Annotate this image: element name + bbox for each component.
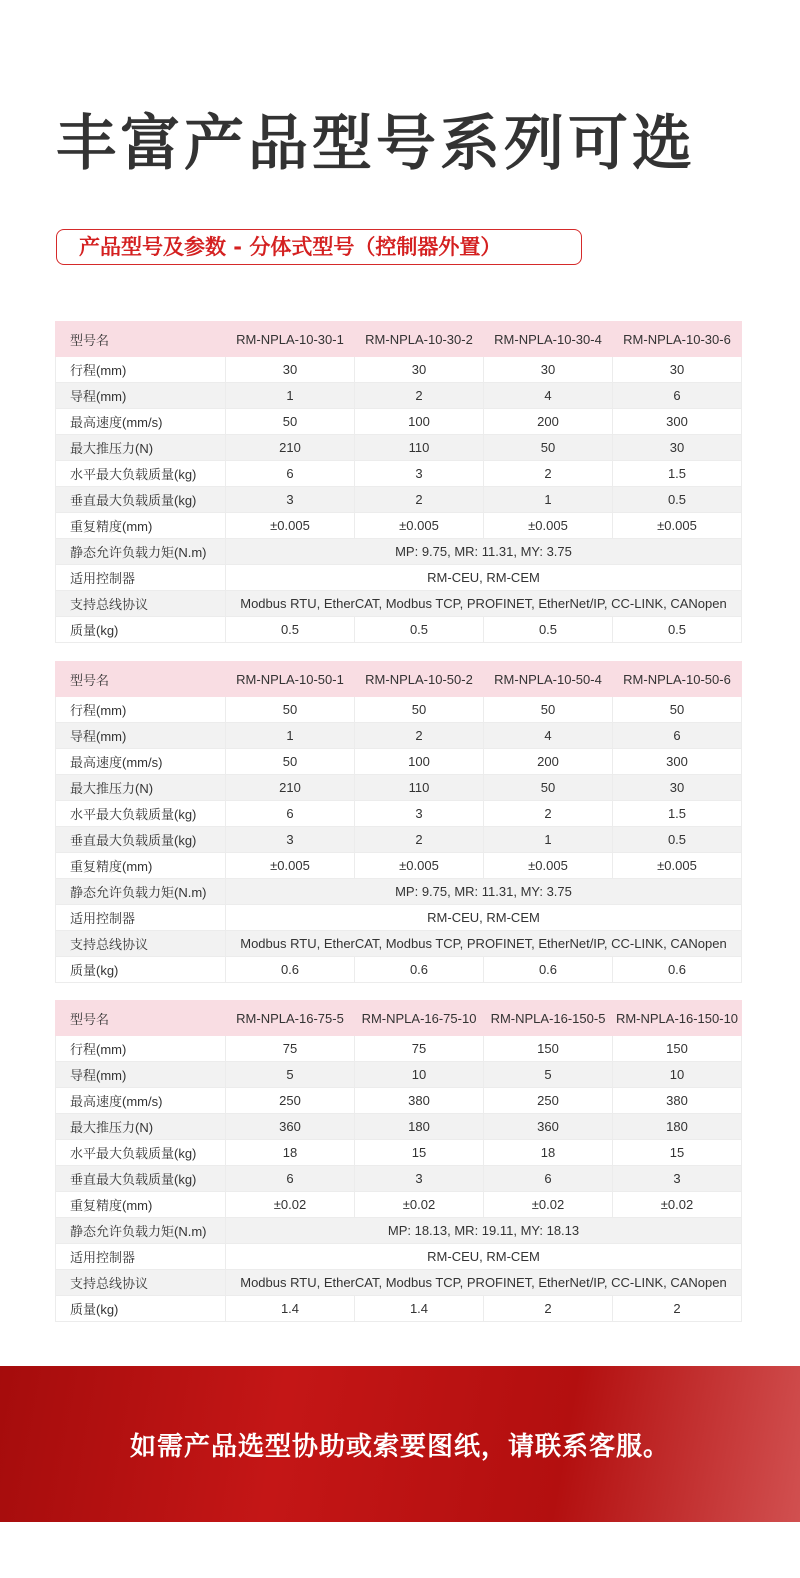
value-cell: 2 (355, 827, 484, 853)
value-cell: 200 (484, 749, 613, 775)
row-label-cell: 支持总线协议 (56, 1270, 226, 1296)
row-label-cell: 行程(mm) (56, 697, 226, 723)
row-label-cell: 导程(mm) (56, 383, 226, 409)
row-label-cell: 行程(mm) (56, 1036, 226, 1062)
value-cell: 360 (226, 1114, 355, 1140)
value-cell: 4 (484, 383, 613, 409)
merged-value-cell: MP: 18.13, MR: 19.11, MY: 18.13 (226, 1218, 742, 1244)
row-label-cell: 最高速度(mm/s) (56, 749, 226, 775)
spec-table-2 (55, 661, 742, 983)
value-cell: 2 (484, 1296, 613, 1322)
value-cell: 6 (613, 723, 742, 749)
table-row (56, 697, 742, 723)
row-label-cell: 适用控制器 (56, 565, 226, 591)
header-label-cell: 型号名 (56, 662, 226, 697)
spec-table-1 (55, 321, 742, 643)
value-cell: ±0.005 (355, 513, 484, 539)
value-cell: ±0.02 (226, 1192, 355, 1218)
value-cell: 1.5 (613, 461, 742, 487)
model-name-cell: RM-NPLA-10-50-1 (226, 662, 355, 697)
row-label-cell: 适用控制器 (56, 1244, 226, 1270)
row-label-cell: 支持总线协议 (56, 591, 226, 617)
value-cell: 3 (355, 1166, 484, 1192)
value-cell: 50 (484, 775, 613, 801)
row-label-cell: 最大推压力(N) (56, 435, 226, 461)
value-cell: 50 (226, 697, 355, 723)
value-cell: 18 (484, 1140, 613, 1166)
value-cell: 100 (355, 749, 484, 775)
value-cell: 2 (484, 461, 613, 487)
value-cell: 200 (484, 409, 613, 435)
value-cell: 50 (484, 435, 613, 461)
value-cell: 0.5 (226, 617, 355, 643)
row-label-cell: 质量(kg) (56, 957, 226, 983)
row-label-cell: 重复精度(mm) (56, 853, 226, 879)
value-cell: 1.5 (613, 801, 742, 827)
value-cell: 50 (484, 697, 613, 723)
value-cell: 380 (613, 1088, 742, 1114)
value-cell: 5 (226, 1062, 355, 1088)
value-cell: 3 (226, 487, 355, 513)
table-row (56, 539, 742, 565)
row-label-cell: 水平最大负载质量(kg) (56, 461, 226, 487)
header-label-cell: 型号名 (56, 322, 226, 357)
row-label-cell: 垂直最大负载质量(kg) (56, 827, 226, 853)
merged-value-cell: Modbus RTU, EtherCAT, Modbus TCP, PROFINET, EtherNet/IP, CC-LINK, CANopen (226, 1270, 742, 1296)
table-row (56, 1088, 742, 1114)
value-cell: 2 (484, 801, 613, 827)
merged-value-cell: Modbus RTU, EtherCAT, Modbus TCP, PROFINET, EtherNet/IP, CC-LINK, CANopen (226, 931, 742, 957)
merged-value-cell: MP: 9.75, MR: 11.31, MY: 3.75 (226, 879, 742, 905)
value-cell: 210 (226, 775, 355, 801)
table-row (56, 905, 742, 931)
value-cell: 3 (355, 801, 484, 827)
value-cell: 2 (355, 383, 484, 409)
value-cell: 75 (226, 1036, 355, 1062)
table-row (56, 409, 742, 435)
model-name-cell: RM-NPLA-16-75-5 (226, 1001, 355, 1036)
value-cell: 0.6 (484, 957, 613, 983)
table-row (56, 617, 742, 643)
value-cell: 180 (355, 1114, 484, 1140)
value-cell: 10 (355, 1062, 484, 1088)
value-cell: 110 (355, 435, 484, 461)
value-cell: 4 (484, 723, 613, 749)
value-cell: 5 (484, 1062, 613, 1088)
value-cell: 30 (226, 357, 355, 383)
table-row (56, 1218, 742, 1244)
value-cell: 3 (226, 827, 355, 853)
value-cell: 250 (226, 1088, 355, 1114)
table-row (56, 1166, 742, 1192)
model-name-cell: RM-NPLA-10-50-2 (355, 662, 484, 697)
table-row (56, 487, 742, 513)
value-cell: 210 (226, 435, 355, 461)
contact-banner-text: 如需产品选型协助或索要图纸，请联系客服。 (129, 1431, 670, 1462)
value-cell: ±0.005 (355, 853, 484, 879)
value-cell: 15 (355, 1140, 484, 1166)
value-cell: 2 (613, 1296, 742, 1322)
table-row (56, 435, 742, 461)
table-row (56, 1296, 742, 1322)
value-cell: 2 (355, 487, 484, 513)
merged-value-cell: RM-CEU, RM-CEM (226, 1244, 742, 1270)
table-row (56, 1062, 742, 1088)
value-cell: 0.6 (226, 957, 355, 983)
value-cell: 6 (226, 801, 355, 827)
table-row (56, 827, 742, 853)
value-cell: ±0.005 (484, 853, 613, 879)
value-cell: 380 (355, 1088, 484, 1114)
table-row (56, 357, 742, 383)
page-title: 丰富产品型号系列可选 (56, 109, 696, 179)
value-cell: 1.4 (226, 1296, 355, 1322)
table-row (56, 1270, 742, 1296)
table-row (56, 1192, 742, 1218)
value-cell: 50 (226, 749, 355, 775)
value-cell: 30 (613, 435, 742, 461)
row-label-cell: 适用控制器 (56, 905, 226, 931)
table-header-row (56, 322, 742, 357)
table-row (56, 513, 742, 539)
value-cell: 6 (484, 1166, 613, 1192)
table-row (56, 775, 742, 801)
value-cell: 30 (613, 357, 742, 383)
row-label-cell: 最高速度(mm/s) (56, 409, 226, 435)
value-cell: 15 (613, 1140, 742, 1166)
model-name-cell: RM-NPLA-16-150-10 (613, 1001, 742, 1036)
value-cell: 1 (484, 827, 613, 853)
model-name-cell: RM-NPLA-10-50-4 (484, 662, 613, 697)
table-header-row (56, 1001, 742, 1036)
table-row (56, 1244, 742, 1270)
value-cell: ±0.02 (355, 1192, 484, 1218)
value-cell: ±0.005 (226, 513, 355, 539)
table-row (56, 931, 742, 957)
table-row (56, 1036, 742, 1062)
spec-table-3 (55, 1000, 742, 1322)
value-cell: ±0.02 (484, 1192, 613, 1218)
row-label-cell: 静态允许负载力矩(N.m) (56, 1218, 226, 1244)
table-row (56, 957, 742, 983)
value-cell: 30 (484, 357, 613, 383)
value-cell: 30 (613, 775, 742, 801)
row-label-cell: 垂直最大负载质量(kg) (56, 487, 226, 513)
table-row (56, 1140, 742, 1166)
value-cell: 0.5 (613, 617, 742, 643)
row-label-cell: 最大推压力(N) (56, 1114, 226, 1140)
merged-value-cell: MP: 9.75, MR: 11.31, MY: 3.75 (226, 539, 742, 565)
value-cell: 3 (355, 461, 484, 487)
table-row (56, 853, 742, 879)
header-label-cell: 型号名 (56, 1001, 226, 1036)
value-cell: 0.6 (613, 957, 742, 983)
model-name-cell: RM-NPLA-16-150-5 (484, 1001, 613, 1036)
model-name-cell: RM-NPLA-10-30-1 (226, 322, 355, 357)
value-cell: ±0.02 (613, 1192, 742, 1218)
value-cell: 150 (484, 1036, 613, 1062)
value-cell: 1 (226, 383, 355, 409)
row-label-cell: 质量(kg) (56, 1296, 226, 1322)
table-row (56, 1114, 742, 1140)
value-cell: 0.5 (355, 617, 484, 643)
row-label-cell: 行程(mm) (56, 357, 226, 383)
value-cell: 2 (355, 723, 484, 749)
merged-value-cell: RM-CEU, RM-CEM (226, 905, 742, 931)
model-name-cell: RM-NPLA-16-75-10 (355, 1001, 484, 1036)
row-label-cell: 静态允许负载力矩(N.m) (56, 879, 226, 905)
row-label-cell: 最高速度(mm/s) (56, 1088, 226, 1114)
value-cell: 180 (613, 1114, 742, 1140)
value-cell: 110 (355, 775, 484, 801)
table-header-row (56, 662, 742, 697)
row-label-cell: 静态允许负载力矩(N.m) (56, 539, 226, 565)
table-row (56, 383, 742, 409)
row-label-cell: 重复精度(mm) (56, 1192, 226, 1218)
table-row (56, 591, 742, 617)
value-cell: 0.5 (613, 487, 742, 513)
value-cell: 30 (355, 357, 484, 383)
merged-value-cell: RM-CEU, RM-CEM (226, 565, 742, 591)
value-cell: 100 (355, 409, 484, 435)
value-cell: ±0.005 (484, 513, 613, 539)
value-cell: 6 (613, 383, 742, 409)
table-row (56, 723, 742, 749)
table-row (56, 801, 742, 827)
row-label-cell: 水平最大负载质量(kg) (56, 1140, 226, 1166)
contact-banner (0, 1366, 800, 1522)
row-label-cell: 最大推压力(N) (56, 775, 226, 801)
value-cell: 50 (355, 697, 484, 723)
model-name-cell: RM-NPLA-10-30-6 (613, 322, 742, 357)
value-cell: 360 (484, 1114, 613, 1140)
value-cell: 75 (355, 1036, 484, 1062)
value-cell: 6 (226, 461, 355, 487)
merged-value-cell: Modbus RTU, EtherCAT, Modbus TCP, PROFINET, EtherNet/IP, CC-LINK, CANopen (226, 591, 742, 617)
value-cell: 1.4 (355, 1296, 484, 1322)
value-cell: 10 (613, 1062, 742, 1088)
row-label-cell: 垂直最大负载质量(kg) (56, 1166, 226, 1192)
table-row (56, 749, 742, 775)
value-cell: 18 (226, 1140, 355, 1166)
model-name-cell: RM-NPLA-10-50-6 (613, 662, 742, 697)
value-cell: 0.5 (613, 827, 742, 853)
value-cell: 0.6 (355, 957, 484, 983)
value-cell: ±0.005 (613, 853, 742, 879)
value-cell: 50 (613, 697, 742, 723)
table-row (56, 461, 742, 487)
value-cell: 1 (226, 723, 355, 749)
value-cell: ±0.005 (226, 853, 355, 879)
value-cell: 300 (613, 749, 742, 775)
value-cell: 6 (226, 1166, 355, 1192)
value-cell: 300 (613, 409, 742, 435)
value-cell: 0.5 (484, 617, 613, 643)
row-label-cell: 支持总线协议 (56, 931, 226, 957)
value-cell: 250 (484, 1088, 613, 1114)
row-label-cell: 质量(kg) (56, 617, 226, 643)
table-row (56, 565, 742, 591)
row-label-cell: 导程(mm) (56, 723, 226, 749)
value-cell: 150 (613, 1036, 742, 1062)
value-cell: ±0.005 (613, 513, 742, 539)
section-subtitle: 产品型号及参数 - 分体式型号（控制器外置） (56, 229, 582, 265)
row-label-cell: 导程(mm) (56, 1062, 226, 1088)
model-name-cell: RM-NPLA-10-30-4 (484, 322, 613, 357)
table-row (56, 879, 742, 905)
row-label-cell: 重复精度(mm) (56, 513, 226, 539)
row-label-cell: 水平最大负载质量(kg) (56, 801, 226, 827)
value-cell: 50 (226, 409, 355, 435)
value-cell: 3 (613, 1166, 742, 1192)
model-name-cell: RM-NPLA-10-30-2 (355, 322, 484, 357)
value-cell: 1 (484, 487, 613, 513)
